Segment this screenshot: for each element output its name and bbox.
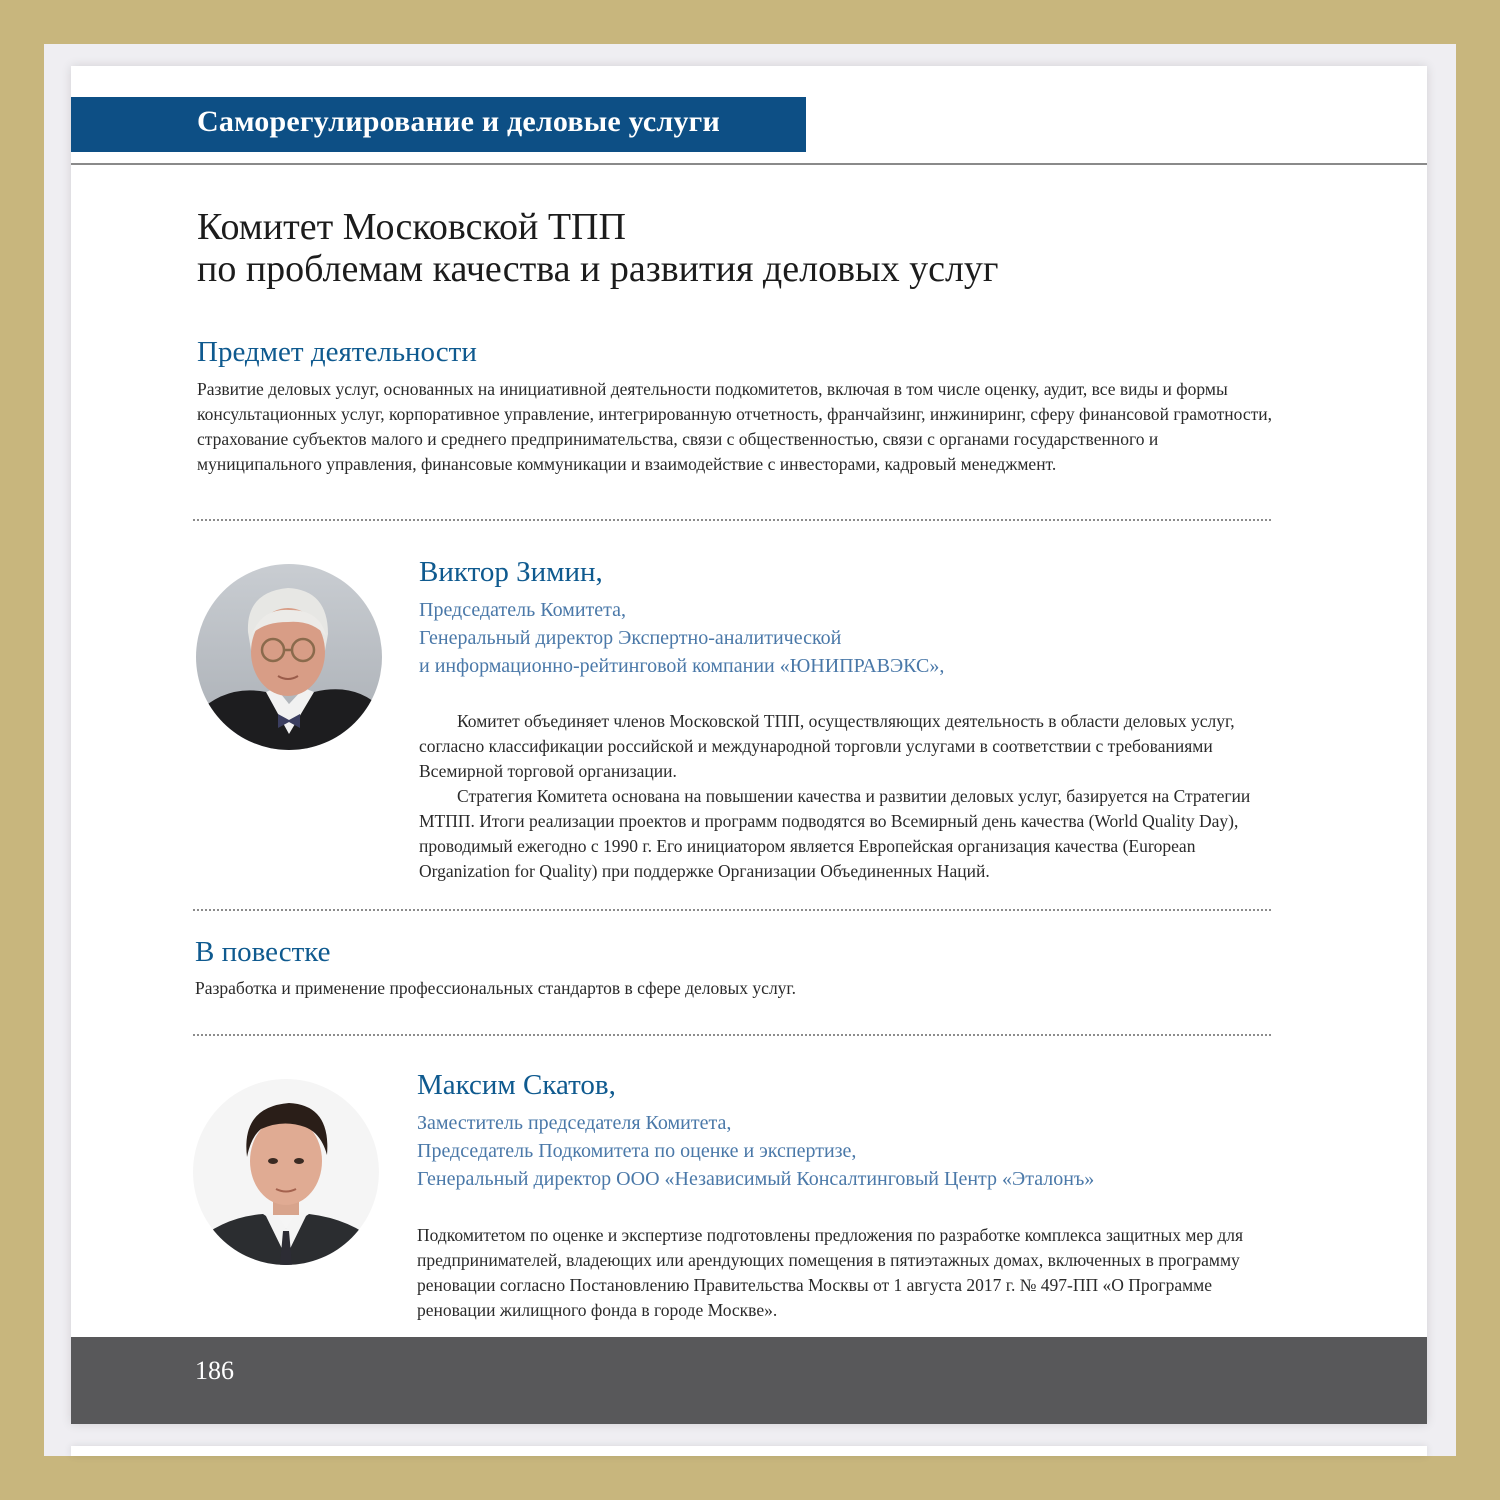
subcommittee-paragraph: Подкомитетом по оценке и экспертизе подготовлены предложения по разработке комплекса защитных мер для предпринимателей, владеющих или арендующих помещения в пятиэтажных домах, включенных в программу реновации согласно Постановлению Правительства Москвы от 1 августа 2017 г. № 497-ПП «О Программе реновации жилищного фонда в городе Москве». [417, 1225, 1244, 1320]
subject-text: Развитие деловых услуг, основанных на инициативной деятельности подкомитетов, включая в том числе оценку, аудит, все виды и формы консультационных услуг, корпоративное управление, интегрированную отчетность, франчайзинг, инжиниринг, сферу финансовой грамотности, страхование субъектов малого и среднего предпринимательства, связи с общественностью, связи с органами государственного и муниципального управления, финансовые коммуникации и взаимодействие с инвесторами, кадровый менеджмент. [197, 379, 1273, 474]
page-title-line-1: Комитет Московской ТПП [197, 206, 626, 248]
avatar-maksim-skatov [193, 1079, 379, 1265]
agenda-text: Разработка и применение профессиональных стандартов в сфере деловых услуг. [195, 978, 797, 998]
header-divider [71, 163, 1427, 165]
person-name-maksim-skatov: Максим Скатов, [417, 1069, 616, 1101]
next-page-edge [71, 1446, 1427, 1456]
role-line: Генеральный директор Экспертно-аналитической [419, 627, 842, 649]
role-line: и информационно-рейтинговой компании «ЮНИПРАВЭКС», [419, 655, 945, 677]
section-header-band [71, 97, 806, 152]
role-line: Заместитель председателя Комитета, [417, 1112, 732, 1134]
section-header-label: Саморегулирование и деловые услуги [197, 105, 720, 138]
subject-heading: Предмет деятельности [197, 336, 477, 368]
person-name-viktor-zimin: Виктор Зимин, [419, 556, 603, 588]
dotted-divider [193, 909, 1271, 911]
document-page [71, 66, 1427, 1424]
page-title-line-2: по проблемам качества и развития деловых услуг [197, 248, 999, 290]
page-footer [71, 1337, 1427, 1424]
role-line: Генеральный директор ООО «Независимый Консалтинговый Центр «Эталонъ» [417, 1168, 1095, 1190]
committee-paragraph-1: Комитет объединяет членов Московской ТПП, осуществляющих деятельность в области деловых услуг, согласно классификации российской и международной торговли услугами в соответствии с требованиями Всемирной торговой организации. [419, 711, 1235, 781]
page-title [197, 206, 999, 290]
person-role-maksim-skatov [417, 1109, 1277, 1193]
role-line: Председатель Подкомитета по оценке и экспертизе, [417, 1140, 857, 1162]
committee-paragraph-2: Стратегия Комитета основана на повышении качества и развитии деловых услуг, базируется на Стратегии МТПП. Итоги реализации проектов и программ подводятся во Всемирный день качества (World Quality Day), проводимый ежегодно с 1990 г. Его инициатором является Европейская организация качества (European Organization for Quality) при поддержке Организации Объединенных Наций. [419, 786, 1251, 881]
agenda-heading: В повестке [195, 936, 331, 968]
dotted-divider [193, 519, 1271, 521]
dotted-divider [193, 1034, 1271, 1036]
avatar-viktor-zimin [196, 564, 382, 750]
person-role-viktor-zimin [419, 596, 1219, 680]
page-number: 186 [195, 1356, 234, 1385]
role-line: Председатель Комитета, [419, 599, 627, 621]
